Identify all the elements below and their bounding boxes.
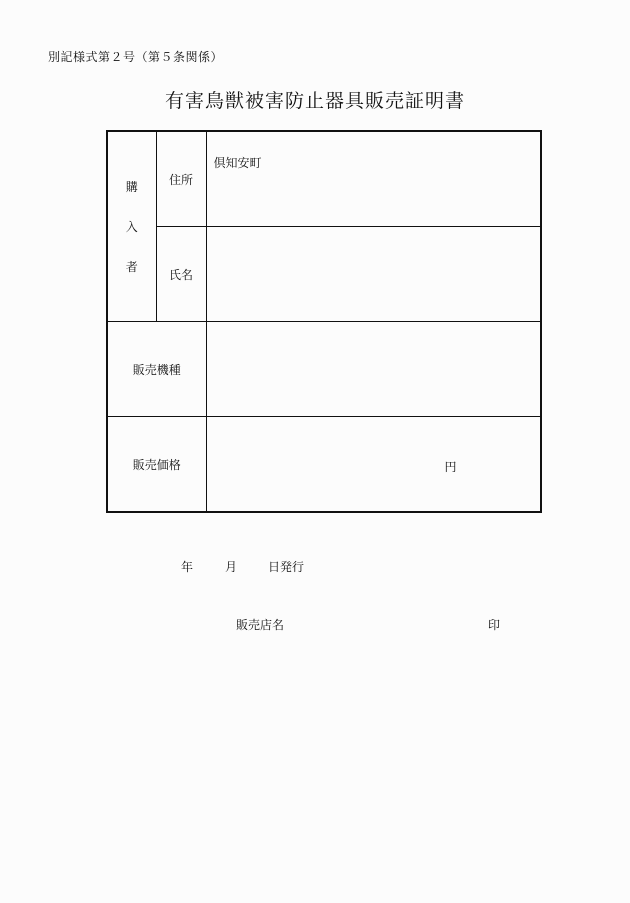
price-row — [107, 417, 541, 513]
price-unit: 円 — [444, 460, 457, 474]
price-label: 販売価格 — [107, 417, 206, 513]
name-row — [107, 227, 541, 322]
address-field[interactable] — [206, 131, 541, 227]
model-label: 販売機種 — [107, 322, 206, 417]
issue-year-label: 年 — [181, 560, 194, 574]
store-name-label: 販売店名 — [236, 618, 285, 632]
issue-day-label: 日発行 — [268, 560, 305, 574]
buyer-label-char-1: 購 — [125, 179, 138, 194]
address-label: 住所 — [156, 131, 206, 227]
document-title: 有害鳥獣被害防止器具販売証明書 — [164, 90, 465, 112]
issue-month-label: 月 — [225, 560, 238, 574]
price-field[interactable] — [206, 417, 541, 513]
buyer-label-char-2: 入 — [125, 219, 138, 234]
model-field[interactable] — [206, 322, 541, 417]
seal-label: 印 — [488, 618, 501, 632]
certificate-table — [106, 130, 542, 513]
form-reference: 別記様式第２号（第５条関係） — [48, 50, 224, 64]
model-row — [107, 322, 541, 417]
address-value: 倶知安町 — [213, 156, 262, 170]
name-field[interactable] — [206, 227, 541, 322]
name-label: 氏名 — [156, 227, 206, 322]
buyer-label-char-3: 者 — [125, 259, 138, 274]
address-row — [107, 131, 541, 227]
buyer-label-cell — [107, 131, 156, 322]
